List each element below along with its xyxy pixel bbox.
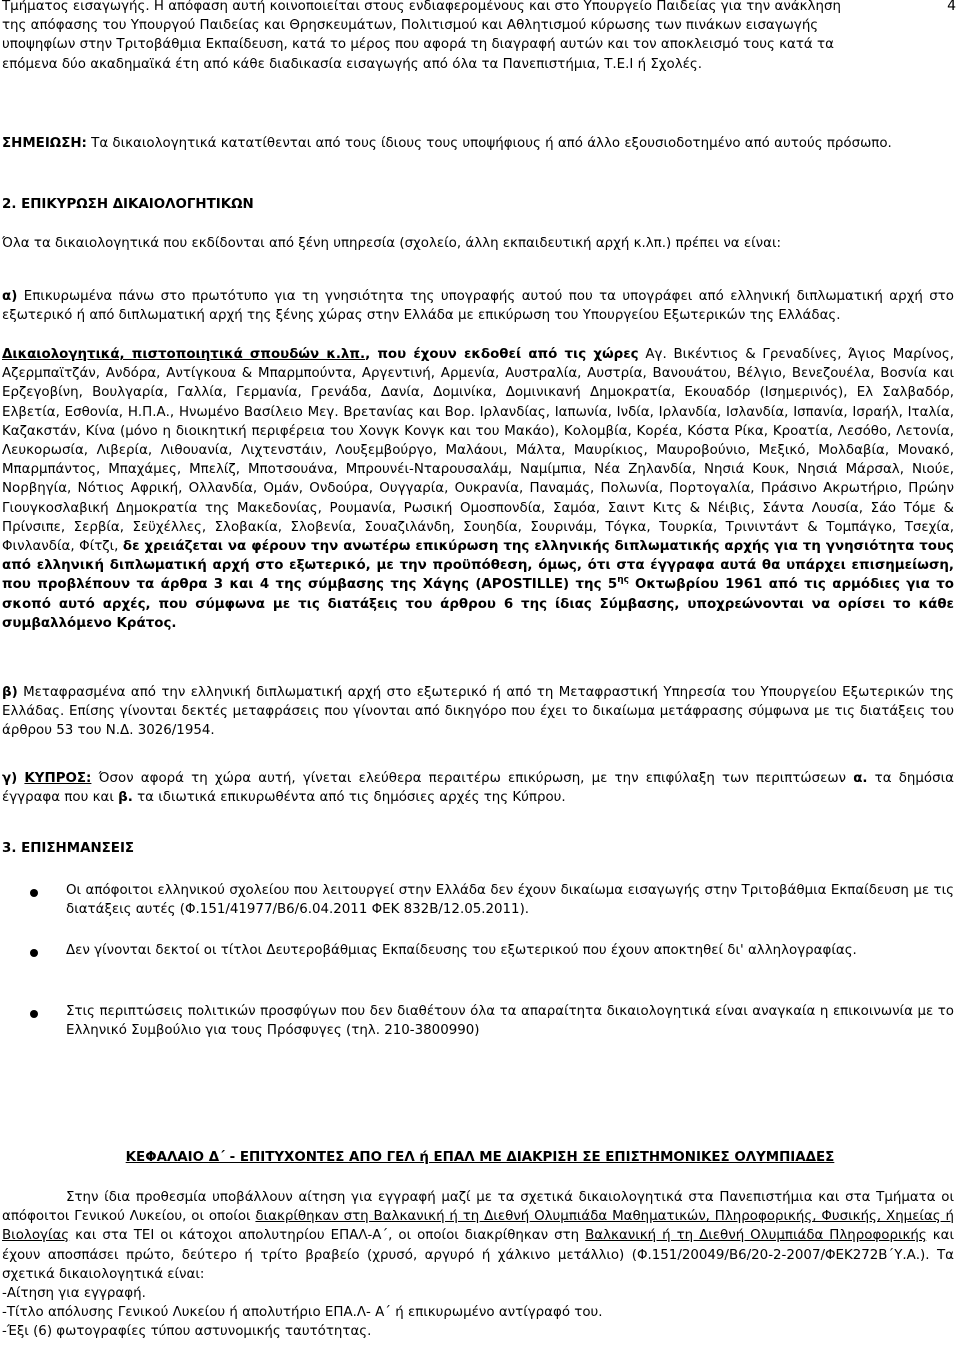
intro-line: υποψηφίων στην Τριτοβάθμια Εκπαίδευση, κατά το μέρος που αφορά τη διαγραφή αυτών και τον αποκλεισμό τους κατά τα (2, 37, 834, 53)
item-a-paragraph (2, 287, 954, 325)
page-number: 4 (947, 0, 956, 14)
intro-line: Τμήματος εισαγωγής. Η απόφαση αυτή κοινοποιείται στους ενδιαφερομένους και στο Υπουργείο Παιδείας για την ανάκληση (2, 0, 841, 14)
chapter-d-text: και έχουν αποσπάσει πρώτο, δεύτερο ή τρίτο βραβείο (χρυσό, αργυρό ή χάλκινο μετάλλιο) (Φ.151/20049/Β6/20-2-2007/ΦΕΚ272Β΄Υ.Α.). Τα σχετικά δικαιολογητικά είναι: (2, 1228, 955, 1282)
bullet-icon (30, 949, 38, 957)
intro-line: της απόφασης του Υπουργού Παιδείας και Θρησκευμάτων, Πολιτισμού και Αθλητισμού κύρωσης των πινάκων εισαγωγής (2, 18, 819, 34)
required-document-item: -Τίτλο απόλυσης Γενικού Λυκείου ή απολυτήριο ΕΠΑ.Λ- Α΄ ή επικυρωμένο αντίγραφό του. (2, 1305, 603, 1321)
item-b-label: β) (2, 685, 18, 700)
remark-2: Δεν γίνονται δεκτοί οι τίτλοι Δευτεροβάθμιας Εκπαίδευσης του εξωτερικού που έχουν αποκτηθεί δι' αλληλογραφίας. (66, 943, 857, 958)
chapter-d-paragraph (2, 1188, 954, 1284)
chapter-d-heading: ΚΕΦΑΛΑΙΟ Δ΄ - ΕΠΙΤΥΧΟΝΤΕΣ ΑΠΟ ΓΕΛ ή ΕΠΑΛ ΜΕ ΔΙΑΚΡΙΣΗ ΣΕ ΕΠΙΣΤΗΜΟΝΙΚΕΣ ΟΛΥΜΠΙΑΔΕΣ (125, 1150, 835, 1165)
item-c-text: τα ιδιωτικά επικυρωθέντα από τις δημόσιες αρχές της Κύπρου. (137, 790, 566, 806)
intro-line: επόμενα δύο ακαδημαϊκά έτη από κάθε διαδικασία εισαγωγής από όλα τα Πανεπιστήμια, Τ.Ε.Ι ή Σχολές. (2, 56, 702, 72)
item-c-text: Όσον αφορά τη χώρα αυτή, γίνεται ελεύθερα περαιτέρω επικύρωση, με την επιφύλαξη των περιπτώσεων (98, 771, 847, 786)
section-2-heading: 2. ΕΠΙΚΥΡΩΣΗ ΔΙΚΑΙΟΛΟΓΗΤΙΚΩΝ (2, 197, 254, 212)
chapter-d-informatics-olympiad: Βαλκανική ή τη Διεθνή Ολυμπιάδα Πληροφορικής (585, 1228, 927, 1244)
remark-1: Οι απόφοιτοι ελληνικού σχολείου που λειτουργεί στην Ελλάδα δεν έχουν δικαίωμα εισαγωγής στην Τριτοβάθμια Εκπαίδευση με τις διατάξεις αυτές (Φ.151/41977/Β6/6.04.2011 ΦΕΚ 832Β/12.05.2011). (66, 883, 954, 918)
item-a-label: α) (2, 289, 18, 304)
item-c-text: τα δημόσια έγγραφα που (2, 771, 954, 806)
item-c-country: ΚΥΠΡΟΣ: (24, 771, 92, 786)
hague-paragraph (2, 345, 954, 633)
item-c-text: και (92, 790, 114, 806)
section-2-intro: Όλα τα δικαιολογητικά που εκδίδονται από ξένη υπηρεσία (σχολείο, άλλη εκπαιδευτική αρχή κ.λπ.) πρέπει να είναι: (2, 236, 782, 251)
bullet-icon (30, 1010, 38, 1018)
item-a-text: Επικυρωμένα πάνω στο πρωτότυπο για τη γνησιότητα της υπογραφής αυτού που τα υπογράφει από ελληνική διπλωματική αρχή στο εξωτερικό ή από διπλωματική αρχή της ξένης χώρας στην Ελλάδα με επικύρωση του Υπουργείου Εξωτερικών της Ελλάδας. (2, 289, 954, 324)
required-document-item: -Αίτηση για εγγραφή. (2, 1286, 146, 1301)
note-paragraph (2, 134, 954, 153)
chapter-d-olympiads: διακρίθηκαν στη Βαλκανική ή τη Διεθνή Ολυμπιάδα Μαθηματικών, Πληροφορικής, Φυσικής, Χημείας ή Βιολογίας (2, 1209, 954, 1244)
hague-apostille-text-2: Οκτωβρίου 1961 από τις αρμόδιες για το σκοπό αυτό αρχές, που σύμφωνα με τις διατάξεις του άρθρου 6 της ίδιας Σύμβασης, υποχρεώνονται να ορίσει το κάθε συμβαλλόμενο Κράτος. (2, 577, 954, 631)
required-documents-list (2, 1284, 954, 1342)
section-3-heading: 3. ΕΠΙΣΗΜΑΝΣΕΙΣ (2, 841, 135, 856)
item-c-label: γ) (2, 771, 18, 786)
item-c-paragraph (2, 769, 954, 807)
required-document-item: -Έξι (6) φωτογραφίες τύπου αστυνομικής ταυτότητας. (2, 1324, 372, 1340)
note-label: ΣΗΜΕΙΩΣΗ: (2, 136, 87, 151)
bullet-icon (30, 889, 38, 897)
remark-3: Στις περιπτώσεις πολιτικών προσφύγων που δεν διαθέτουν όλα τα απαραίτητα δικαιολογητικά είναι αναγκαία η επικοινωνία με το Ελληνικό Συμβούλιο για τους Πρόσφυγες (τηλ. 210-3800990) (66, 1004, 954, 1039)
intro-paragraph (2, 0, 954, 74)
item-b-paragraph (2, 683, 954, 741)
hague-lead: , που έχουν εκδοθεί από τις χώρες (365, 347, 639, 362)
chapter-d-text: και στα ΤΕΙ οι κάτοχοι απολυτηρίου ΕΠΑΛ-Α΄, οι οποίοι διακρίθηκαν στη (75, 1228, 580, 1244)
hague-apostille-text: δε χρειάζεται να φέρουν την ανωτέρω επικύρωση της ελληνικής διπλωματικής αρχής για τη γνησιότητα τους από ελληνική διπλωματική αρχή στο εξωτερικό, με την προϋπόθεση, όμως, ότι στα έγγραφα αυτά θα υπάρχει επισημείωση, που προβλέπουν τα άρθρα 3 και 4 της σύμβασης της Χάγης (APOSTILLE) της 5 (2, 539, 954, 593)
hague-superscript: ης (617, 575, 629, 586)
item-b-text: Μεταφρασμένα από την ελληνική διπλωματική αρχή στο εξωτερικό ή από τη Μεταφραστική Υπηρεσία του Υπουργείου Εξωτερικών της Ελλάδας. Επίσης γίνονται δεκτές μεταφράσεις που γίνονται από δικηγόρο που έχει το δικαίωμα μετάφρασης σύμφωνα με τις διατάξεις του άρθρου 53 του Ν.Δ. 3026/1954. (2, 685, 954, 739)
hague-lead-underlined: Δικαιολογητικά, πιστοποιητικά σπουδών κ.λπ. (2, 347, 366, 362)
chapter-d-text: Στην ίδια προθεσμία υποβάλλουν αίτηση για εγγραφή μαζί με τα σχετικά δικαιολογητικά στα Πανεπιστήμια και στα Τμήματα οι απόφοιτοι Γενικού Λυκείου, οι οποίοι (2, 1190, 954, 1225)
item-c-ref-a: α. (853, 771, 868, 786)
item-c-ref-b: β. (118, 790, 133, 806)
note-text: Τα δικαιολογητικά κατατίθενται από τους ίδιους τους υποψήφιους ή από άλλο εξουσιοδοτημένο από αυτούς πρόσωπο. (91, 136, 892, 151)
hague-countries: Αγ. Βικέντιος & Γρεναδίνες, Άγιος Μαρίνος, Αζερμπαϊτζάν, Ανδόρα, Αντίγκουα & Μπαρμπούντα, Αργεντινή, Αρμενία, Αυστραλία, Αυστρία, Βανουάτου, Βέλγιο, Βενεζουέλα, Βοσνία και Ερζεγοβίνη, Βουλγαρία, Γαλλία, Γερμανία, Γρενάδα, Δανία, Δομινίκα, Δομινικανή Δημοκρατία, Εκουαδόρ (Ισημερινός), Ελ Σαλβαδόρ, Ελβετία, Εσθονία, Η.Π.Α., Ηνωμένο Βασίλειο Μεγ. Βρετανίας και Βορ. Ιρλανδίας, Ιαπωνία, Ινδία, Ιρλανδία, Ισλανδία, Ισπανία, Ισραήλ, Ιταλία, Καζακστάν, Κίνα (μόνο η διοικητική περιφέρεια του Χονγκ Κονγκ και του Μακάο), Κολομβία, Κορέα, Κόστα Ρίκα, Κροατία, Λεσόθο, Λετονία, Λευκορωσία, Λιβερία, Λιθουανία, Λιχτενστάιν, Λουξεμβούργο, Μαλάουι, Μάλτα, Μαυρίκιος, Μαυροβούνιο, Μεξικό, Μολδαβία, Μονακό, Μπαρμπάντος, Μπαχάμες, Μπελίζ, Μποτσουάνα, Μπρουνέι-Νταρουσαλάμ, Ναμίμπια, Νέα Ζηλανδία, Νησιά Κουκ, Νησιά Μάρσαλ, Νιούε, Νορβηγία, Νότιος Αφρική, Ολλανδία, Ομάν, Ονδούρα, Ουγγαρία, Ουκρανία, Παναμάς, Πολωνία, Πορτογαλία, Πράσινο Ακρωτήριο, Πρώην Γιουγκοσλαβική Δημοκρατία της Μακεδονίας, Ρουμανία, Ρωσική Ομοσπονδία, Σαμόα, Σαιντ Κιτς & Νέιβις, Σάντα Λουσία, Σάο Τόμε & Πρίνσιπε, Σερβία, Σεϋχέλλες, Σλοβακία, Σλοβενία, Σουαζιλάνδη, Σουηδία, Σουρινάμ, Τόγκα, Τουρκία, Τρινιντάντ & Τομπάγκο, Τσεχία, Φινλανδία, Φίτζι, (2, 347, 954, 555)
